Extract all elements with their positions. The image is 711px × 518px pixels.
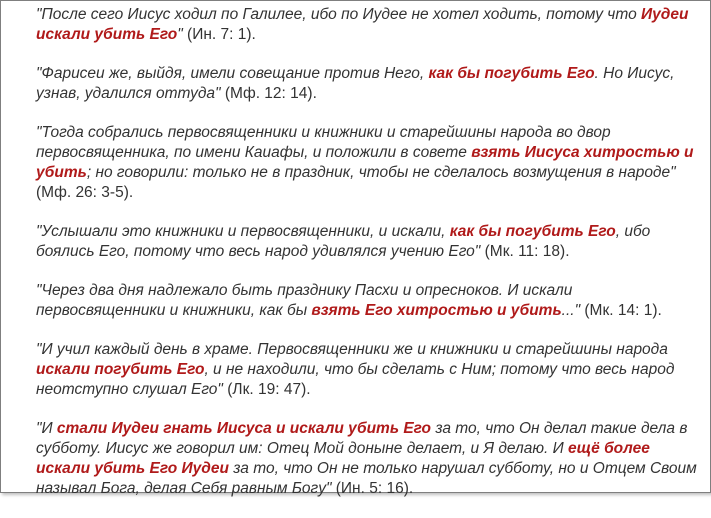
quote-text: "После сего Иисус ходил по Галилее, ибо по Иудее не хотел ходить, потому что — [36, 6, 641, 23]
highlighted-phrase: взять Иисуса хитростью и убить — [36, 144, 694, 181]
quote-john-7-1 — [36, 5, 700, 45]
quote-text: "И — [36, 420, 57, 437]
scripture-reference: (Мф. 26: 3-5). — [36, 184, 134, 201]
highlighted-phrase: стали Иудеи гнать Иисуса и искали убить Его — [56, 420, 432, 437]
highlighted-phrase: ещё более искали убить Его Иудеи — [36, 440, 650, 477]
scripture-reference: (Лк. 19: 47). — [222, 381, 311, 398]
quotes-container — [36, 5, 700, 518]
quote-text: " — [177, 26, 183, 43]
quote-text: , и не находили, что бы сделать с Ним; потому что весь народ неотступно слушал Его" — [36, 361, 675, 398]
scripture-reference: (Ин. 5: 16). — [331, 480, 414, 497]
quote-text: , ибо боялись Его, потому что весь народ удивлялся учению Его" — [36, 223, 651, 260]
quote-mark-14-1 — [36, 281, 700, 321]
quote-matthew-26-3-5 — [36, 123, 700, 203]
quote-text: за то, что Он делал такие дела в субботу. Иисус же говорил им: Отец Мой доныне делает, и Я делаю. И — [36, 420, 688, 457]
quote-text: за то, что Он не только нарушал субботу, но и Отцем Своим называл Бога, делая Себя равным Богу" — [36, 460, 697, 497]
highlighted-phrase: Иудеи искали убить Его — [36, 6, 689, 43]
quote-text: "Через два дня надлежало быть празднику Пасхи и опресноков. И искали первосвященники и книжники, как бы — [36, 282, 573, 319]
quote-text: "Фарисеи же, выйдя, имели совещание против Него, — [36, 65, 429, 82]
quote-text: ; но говорили: только не в праздник, чтобы не сделалось возмущения в народе" — [86, 164, 676, 181]
highlighted-phrase: искали погубить Его — [36, 361, 205, 378]
quote-text: "И учил каждый день в храме. Первосвященники же и книжники и старейшины народа — [36, 341, 668, 358]
highlighted-phrase: как бы погубить Его — [428, 65, 595, 82]
highlighted-phrase: как бы погубить Его — [449, 223, 616, 240]
highlighted-phrase: взять Его хитростью и убить — [311, 302, 562, 319]
quote-text: . Но Иисус, узнав, удалился оттуда" — [36, 65, 675, 102]
quote-text: "Тогда собрались первосвященники и книжники и старейшины народа во двор первосвященника, по имени Каиафы, и положили в совете — [36, 124, 611, 161]
quote-matthew-12-14 — [36, 64, 700, 104]
quote-text: "Услышали это книжники и первосвященники, и искали, — [36, 223, 450, 240]
quote-text: ..." — [561, 302, 581, 319]
quote-john-5-16 — [36, 419, 700, 499]
quote-luke-19-47 — [36, 340, 700, 400]
scripture-reference: (Мк. 11: 18). — [480, 243, 570, 260]
scripture-reference: (Ин. 7: 1). — [182, 26, 256, 43]
scripture-reference: (Мф. 12: 14). — [220, 85, 317, 102]
quote-mark-11-18 — [36, 222, 700, 262]
scripture-reference: (Мк. 14: 1). — [580, 302, 662, 319]
